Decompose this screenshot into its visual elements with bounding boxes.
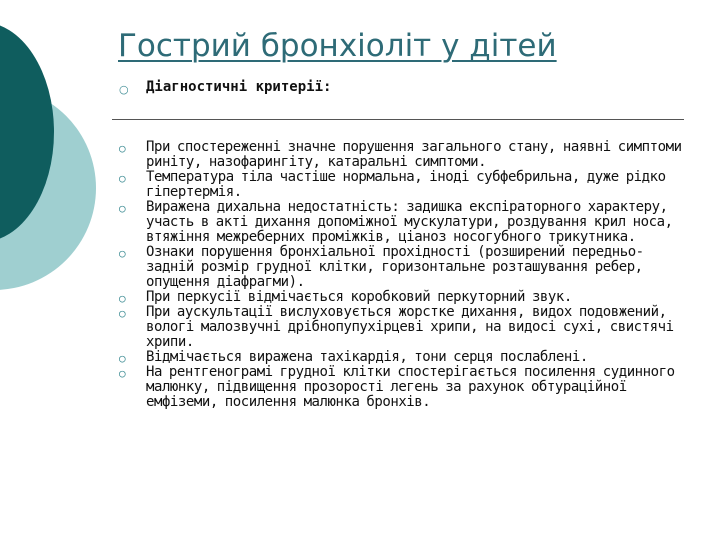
- list-item-text: Виражена дихальна недостатність: задишка експіраторного характеру, участь в акті дихання допоміжної мускулатури, роздування крил носа, втяжіння межреберних проміжків, ціаноз носогубного трикутника.: [146, 199, 673, 245]
- list-item-text: При аускультації вислуховується жорстке дихання, видох подовжений, вологі малозвучні дрібнопупухірцеві хрипи, на видосі сухі, свистячі хрипи.: [146, 304, 674, 350]
- list-item-text: Температура тіла частіше нормальна, іноді субфебрильна, дуже рідко гіпертермія.: [146, 169, 666, 200]
- list-item: [119, 140, 684, 170]
- list-item-text: Ознаки порушення бронхіальної прохідності (розширений передньо-задній розмір грудної клітки, горизонтальне розташування ребер, опущення діафрагми).: [146, 244, 644, 290]
- slide-title: Гострий бронхіоліт у дітей: [118, 28, 557, 64]
- list-item-text: Відмічається виражена тахікардія, тони серця послаблені.: [146, 349, 588, 365]
- list-item: [119, 305, 684, 350]
- criteria-list: [119, 140, 684, 410]
- circle-bullet-icon: ○: [119, 367, 126, 380]
- list-item: [119, 245, 684, 290]
- subtitle: Діагностичні критерії:: [146, 79, 332, 95]
- list-item: [119, 365, 684, 410]
- list-item-text: При спостереженні значне порушення загального стану, наявні симптоми риніту, назофарингіту, катаральні симптоми.: [146, 139, 682, 170]
- list-item-text: На рентгенограмі грудної клітки спостерігається посилення судинного малюнку, підвищення прозорості легень за рахунок обтураційної емфіземи, посилення малюнка бронхів.: [146, 364, 675, 410]
- divider: [112, 119, 684, 120]
- circle-bullet-icon: ○: [119, 172, 126, 185]
- list-item: [119, 170, 684, 200]
- circle-bullet-icon: ○: [119, 83, 129, 96]
- list-item: [119, 200, 684, 245]
- circle-bullet-icon: ○: [119, 142, 126, 155]
- circle-bullet-icon: ○: [119, 352, 126, 365]
- decorative-circles: [0, 0, 120, 540]
- list-item-text: При перкусії відмічається коробковий перкуторний звук.: [146, 289, 572, 305]
- list-item: [119, 290, 684, 305]
- list-item: [119, 350, 684, 365]
- circle-bullet-icon: ○: [119, 292, 126, 305]
- circle-bullet-icon: ○: [119, 307, 126, 320]
- circle-bullet-icon: ○: [119, 202, 126, 215]
- circle-bullet-icon: ○: [119, 247, 126, 260]
